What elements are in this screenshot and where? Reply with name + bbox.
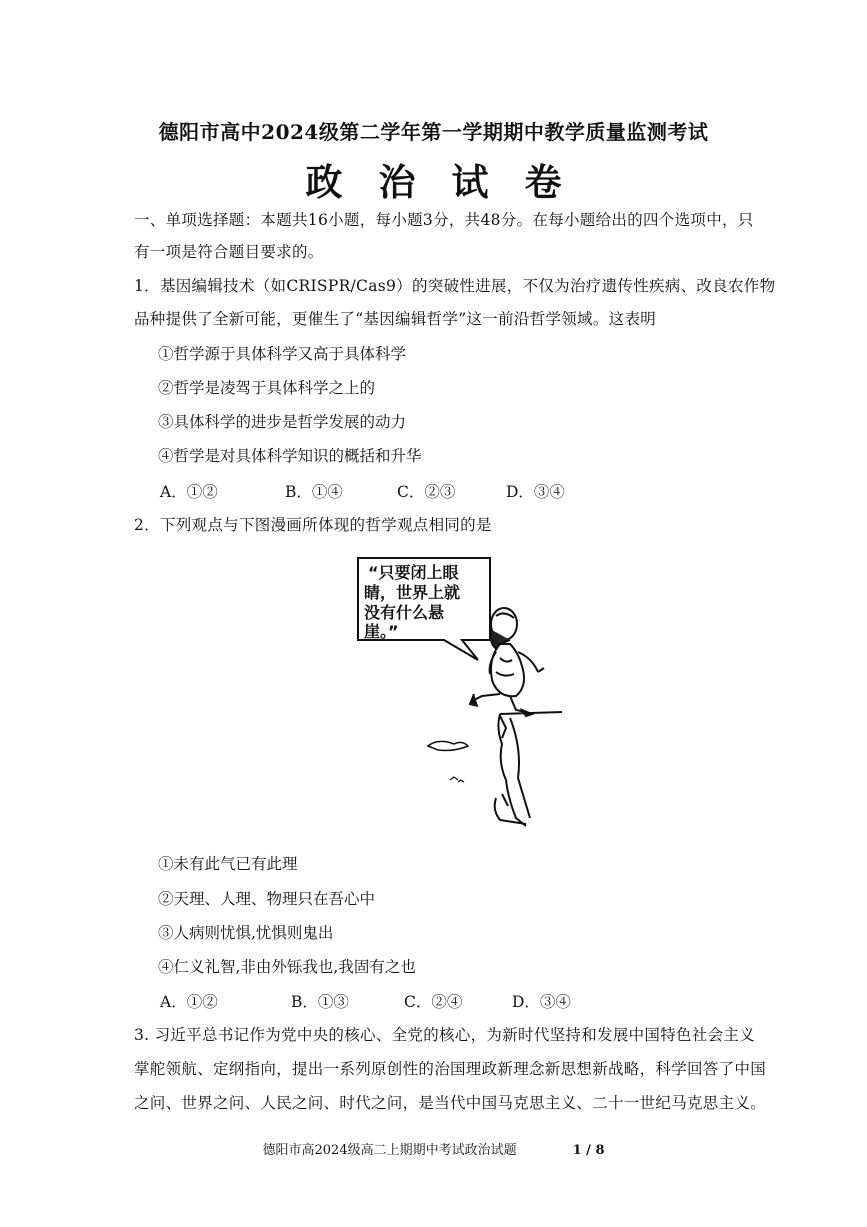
exam-title: 德阳市高中2024级第二学年第一学期期中教学质量监测考试 [158,120,709,144]
cliff-cartoon-image [350,548,576,832]
q2-item-1: ①未有此气已有此理 [158,855,298,873]
footer-text: 德阳市高2024级高二上期期中考试政治试题 [262,1143,517,1158]
q1-item-2: ②哲学是凌驾于具体科学之上的 [158,379,376,397]
q2-option-a: A．①② [160,993,218,1011]
cloud-shape [428,741,468,750]
cliff [495,712,562,826]
q1-option-a: A．①② [160,483,218,501]
q2-stem: 2．下列观点与下图漫画所体现的哲学观点相同的是 [134,516,492,534]
q2-option-b: B．①③ [291,993,349,1011]
q1-stem-line1: 1．基因编辑技术（如CRISPR/Cas9）的突破性进展，不仅为治疗遗传性疾病、改良农作物 [134,277,776,295]
speech-line-1: “只要闭上眼 [368,563,459,582]
section-instructions-line1: 一、单项选择题：本题共16小题，每小题3分，共48分。在每小题给出的四个选项中，只 [134,211,754,229]
page-number: 1 / 8 [572,1143,605,1158]
q3-line1: 3. 习近平总书记作为党中央的核心、全党的核心，为新时代坚持和发展中国特色社会主义 [134,1026,756,1044]
q2-option-d: D．③④ [512,993,571,1011]
q1-item-1: ①哲学源于具体科学又高于具体科学 [158,345,407,363]
q1-stem-line2: 品种提供了全新可能，更催生了“基因编辑哲学”这一前沿哲学领域。这表明 [134,310,657,328]
q2-item-2: ②天理、人理、物理只在吾心中 [158,890,376,908]
q3-line3: 之问、世界之问、人民之问、时代之问，是当代中国马克思主义、二十一世纪马克思主义。 [134,1094,767,1112]
section-instructions-line2: 有一项是符合题目要求的。 [134,243,324,261]
q2-item-4: ④仁义礼智,非由外铄我也,我固有之也 [158,958,416,976]
q1-option-d: D．③④ [506,483,565,501]
q1-item-4: ④哲学是对具体科学知识的概括和升华 [158,447,422,465]
q2-item-3: ③人病则忧惧,忧惧则鬼出 [158,924,334,942]
q1-option-c: C．②③ [397,483,456,501]
q1-option-b: B．①④ [285,483,343,501]
page-footer [0,1139,867,1158]
subject-title: 政治试卷 [305,160,598,204]
birds-shape [450,777,464,782]
speech-line-3: 没有什么悬 [364,603,445,622]
speech-line-4: 崖。” [364,622,399,641]
q2-option-c: C．②④ [404,993,463,1011]
speech-line-2: 睛，世界上就 [364,583,461,602]
q1-item-3: ③具体科学的进步是哲学发展的动力 [158,413,407,431]
q3-line2: 掌舵领航、定纲指向，提出一系列原创性的治国理政新理念新思想新战略，科学回答了中国 [134,1060,767,1078]
